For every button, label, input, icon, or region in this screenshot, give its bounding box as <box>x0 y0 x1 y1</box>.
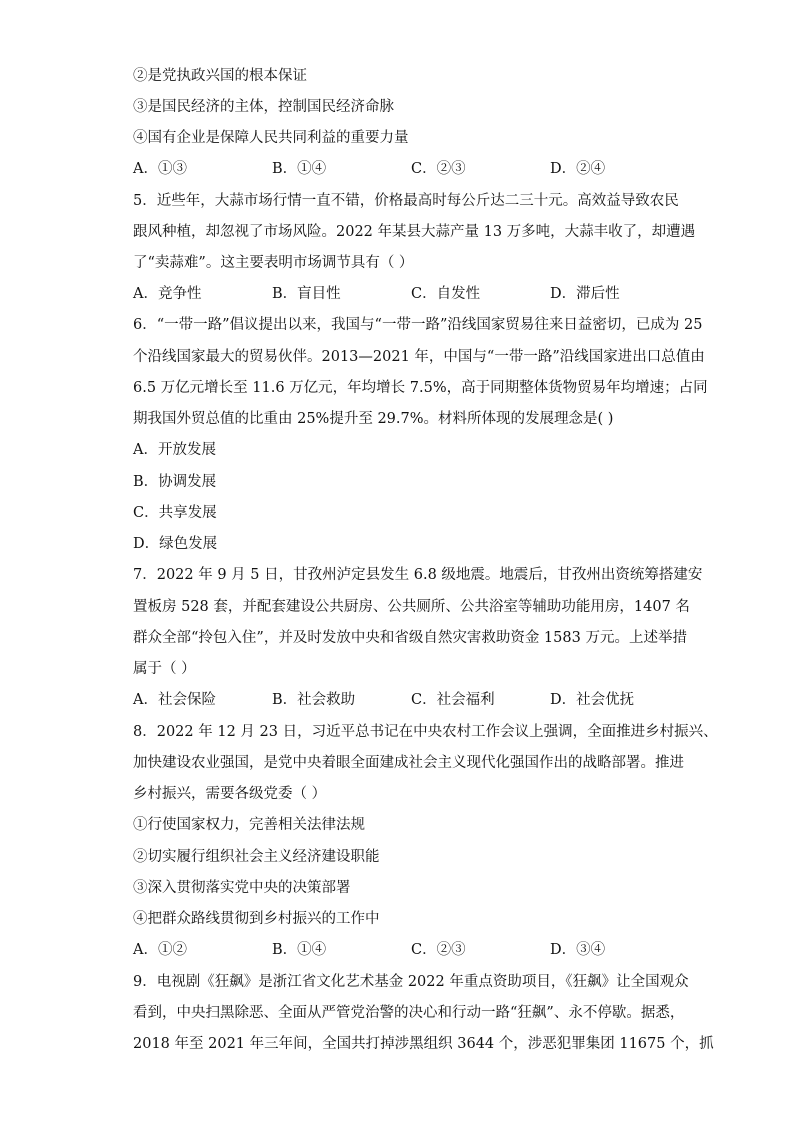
q4-item-2: ②是党执政兴国的根本保证 <box>133 68 307 84</box>
q8-option-d[interactable]: D．③④ <box>550 942 606 958</box>
q6-option-b[interactable]: B．协调发展 <box>133 474 217 490</box>
q4-option-d[interactable]: D．②④ <box>550 161 606 177</box>
q6-stem-line-3: 6.5 万亿元增长至 11.6 万亿元，年均增长 7.5%，高于同期整体货物贸易年均增速；占同 <box>133 380 708 396</box>
q8-stem-line-1: 8．2022 年 12 月 23 日，习近平总书记在中央农村工作会议上强调，全面推进乡村振兴、 <box>133 724 718 740</box>
q6-stem-line-2: 个沿线国家最大的贸易伙伴。2013—2021 年，中国与“一带一路”沿线国家进出口总值由 <box>133 349 705 365</box>
q5-option-b[interactable]: B．盲目性 <box>272 286 341 302</box>
q8-item-4: ④把群众路线贯彻到乡村振兴的工作中 <box>133 911 380 927</box>
q8-stem-line-3: 乡村振兴，需要各级党委（ ） <box>133 786 327 802</box>
q8-item-3: ③深入贯彻落实党中央的决策部署 <box>133 880 351 896</box>
q5-stem-line-2: 跟风种植，却忽视了市场风险。2022 年某县大蒜产量 13 万多吨，大蒜丰收了，却遭遇 <box>133 224 696 240</box>
q7-options <box>133 688 673 712</box>
q8-option-b[interactable]: B．①④ <box>272 942 327 958</box>
q7-option-b[interactable]: B．社会救助 <box>272 692 356 708</box>
q6-stem-line-1: 6．“一带一路”倡议提出以来，我国与“一带一路”沿线国家贸易往来日益密切，已成为 25 <box>133 317 703 333</box>
q8-stem-line-2: 加快建设农业强国，是党中央着眼全面建成社会主义现代化强国作出的战略部署。推进 <box>133 755 684 771</box>
q5-stem-line-3: 了“卖蒜难”。这主要表明市场调节具有（ ） <box>133 255 414 271</box>
q6-stem-line-4: 期我国外贸总值的比重由 25%提升至 29.7%。材料所体现的发展理念是( ) <box>133 411 614 427</box>
q6-option-c[interactable]: C．共享发展 <box>133 505 217 521</box>
q6-option-d[interactable]: D．绿色发展 <box>133 536 218 552</box>
q9-stem-line-1: 9．电视剧《狂飙》是浙江省文化艺术基金 2022 年重点资助项目，《狂飙》让全国观众 <box>133 974 689 990</box>
q4-options <box>133 157 673 181</box>
q8-option-c[interactable]: C．②③ <box>411 942 466 958</box>
q9-stem-line-2: 看到，中央扫黑除恶、全面从严管党治警的决心和行动一路“狂飙”、永不停歇。据悉， <box>133 1005 685 1021</box>
q5-option-c[interactable]: C．自发性 <box>411 286 481 302</box>
q6-option-a[interactable]: A．开放发展 <box>133 442 216 458</box>
q5-options <box>133 282 673 306</box>
q7-option-c[interactable]: C．社会福利 <box>411 692 495 708</box>
q7-option-a[interactable]: A．社会保险 <box>133 692 216 708</box>
q4-option-a[interactable]: A．①③ <box>133 161 187 177</box>
q7-stem-line-3: 群众全部“拎包入住”，并及时发放中央和省级自然灾害救助资金 1583 万元。上述举措 <box>133 630 687 646</box>
q7-option-d[interactable]: D．社会优抚 <box>550 692 635 708</box>
q4-item-3: ③是国民经济的主体，控制国民经济命脉 <box>133 99 394 115</box>
q8-item-2: ②切实履行组织社会主义经济建设职能 <box>133 849 380 865</box>
q8-option-a[interactable]: A．①② <box>133 942 187 958</box>
q4-option-b[interactable]: B．①④ <box>272 161 327 177</box>
q5-option-d[interactable]: D．滞后性 <box>550 286 620 302</box>
q8-item-1: ①行使国家权力，完善相关法律法规 <box>133 817 365 833</box>
q7-stem-line-2: 置板房 528 套，并配套建设公共厨房、公共厕所、公共浴室等辅助功能用房，1407 名 <box>133 599 690 615</box>
q7-stem-line-4: 属于（ ） <box>133 661 196 677</box>
q8-options <box>133 938 673 962</box>
q9-stem-line-3: 2018 年至 2021 年三年间，全国共打掉涉黑组织 3644 个，涉恶犯罪集团 11675 个，抓 <box>133 1036 714 1052</box>
q4-option-c[interactable]: C．②③ <box>411 161 466 177</box>
q5-option-a[interactable]: A．竞争性 <box>133 286 202 302</box>
q5-stem-line-1: 5．近些年，大蒜市场行情一直不错，价格最高时每公斤达二三十元。高效益导致农民 <box>133 193 679 209</box>
q7-stem-line-1: 7．2022 年 9 月 5 日，甘孜州泸定县发生 6.8 级地震。地震后，甘孜州出资统筹搭建安 <box>133 567 703 583</box>
q4-item-4: ④国有企业是保障人民共同利益的重要力量 <box>133 130 409 146</box>
